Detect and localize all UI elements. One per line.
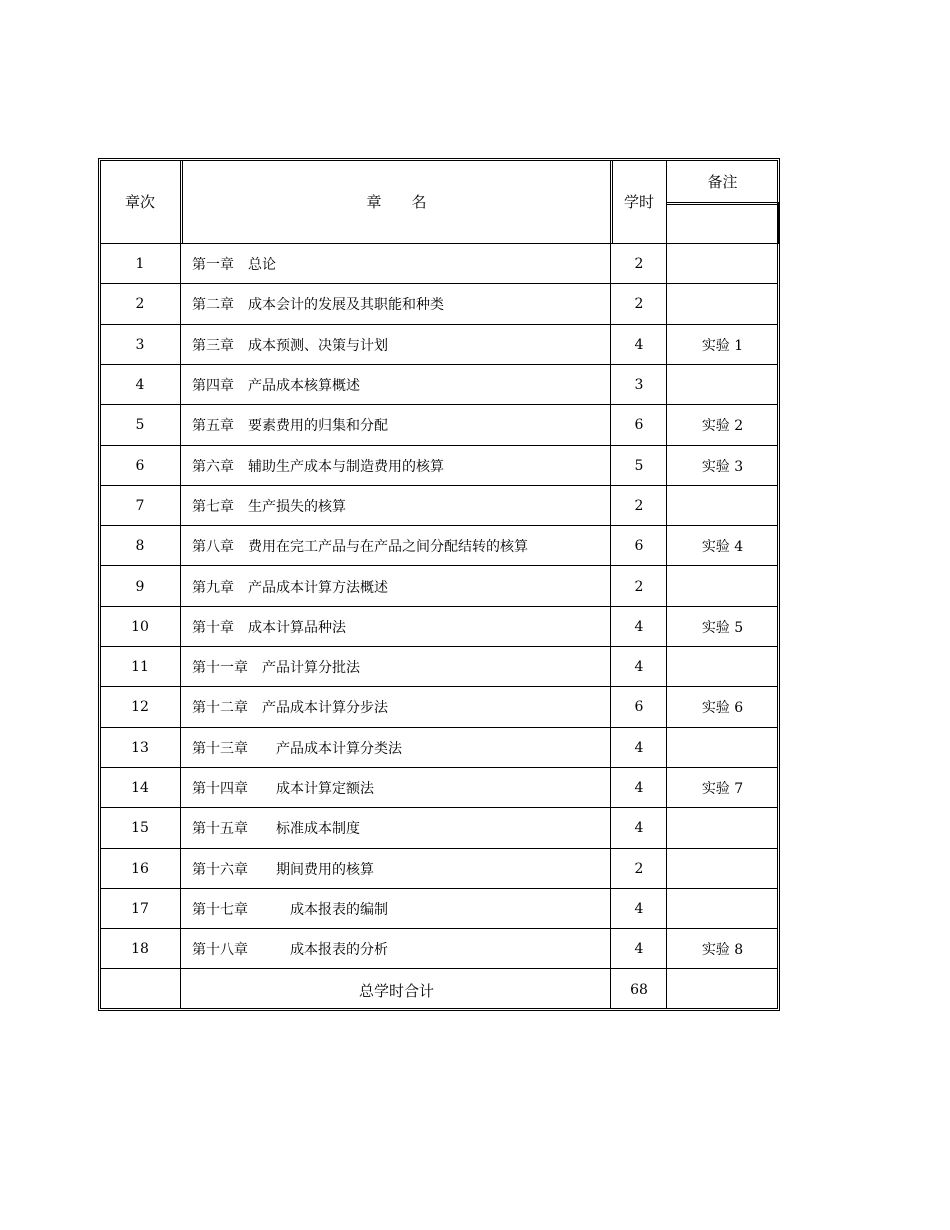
row-divider [100,848,778,849]
row-divider [100,485,778,486]
row-divider [100,888,778,889]
row-divider [100,767,778,768]
row-chapter-no: 6 [135,457,145,474]
row-chapter-no: 8 [135,538,145,555]
row-chapter-name: 第七章 生产损失的核算 [192,498,346,515]
row-divider [100,324,778,325]
row-chapter-no: 9 [135,578,145,595]
row-chapter-name: 第十三章 产品成本计算分类法 [192,740,402,757]
row-remark: 实验 6 [701,700,744,717]
col-divider [182,160,183,243]
header-divider [667,204,778,205]
total-label: 总学时合计 [358,981,434,1000]
row-chapter-no: 15 [131,820,149,837]
row-divider [100,525,778,526]
row-remark [667,366,778,404]
row-remark [667,487,778,525]
row-divider [100,928,778,929]
row-chapter-no: 12 [131,699,149,716]
row-remark: 实验 2 [701,418,744,435]
row-chapter-no: 7 [135,497,145,514]
row-hours: 4 [634,336,644,353]
header-chapter-no: 章次 [124,193,155,211]
row-hours: 4 [634,941,644,958]
row-hours: 4 [634,900,644,917]
row-hours: 6 [634,699,644,716]
row-divider [100,968,778,969]
row-chapter-name: 第一章 总论 [192,257,276,274]
row-hours: 6 [634,417,644,434]
row-divider [100,686,778,687]
row-chapter-name: 第六章 辅助生产成本与制造费用的核算 [192,458,444,475]
row-chapter-no: 3 [135,336,145,353]
row-chapter-name: 第三章 成本预测、决策与计划 [192,337,388,354]
row-chapter-name: 第十二章 产品成本计算分步法 [192,700,388,717]
row-chapter-name: 第十五章 标准成本制度 [192,821,360,838]
row-chapter-no: 2 [135,296,145,313]
total-row-empty [100,970,180,1010]
row-chapter-no: 5 [135,417,145,434]
row-divider [100,646,778,647]
header-divider [778,202,779,244]
row-hours: 5 [634,457,644,474]
col-divider [612,160,613,243]
row-chapter-name: 第四章 产品成本核算概述 [192,378,360,395]
row-remark: 实验 4 [701,539,744,556]
row-chapter-no: 13 [131,739,149,756]
col-divider [180,160,181,1009]
row-divider [100,565,778,566]
row-chapter-no: 16 [131,860,149,877]
row-chapter-no: 11 [131,659,149,676]
row-remark: 实验 7 [701,781,744,798]
row-divider [100,727,778,728]
course-schedule-table [98,158,780,1011]
row-divider [100,606,778,607]
row-chapter-name: 第五章 要素费用的归集和分配 [192,418,388,435]
row-chapter-no: 1 [135,256,145,273]
row-hours: 4 [634,780,644,797]
row-chapter-name: 第十七章 成本报表的编制 [192,901,388,918]
row-divider [100,807,778,808]
row-divider [100,364,778,365]
row-chapter-no: 14 [131,780,149,797]
row-remark [667,567,778,605]
row-chapter-name: 第十六章 期间费用的核算 [192,861,374,878]
row-remark [667,890,778,928]
row-remark [667,850,778,888]
row-remark [667,809,778,847]
row-remark: 实验 3 [701,458,744,475]
row-chapter-no: 17 [131,900,149,917]
row-chapter-no: 18 [131,941,149,958]
row-divider [100,243,778,244]
row-hours: 2 [634,497,644,514]
row-chapter-name: 第十八章 成本报表的分析 [192,942,388,959]
row-hours: 6 [634,538,644,555]
row-chapter-name: 第十四章 成本计算定额法 [192,781,374,798]
row-hours: 4 [634,659,644,676]
row-remark: 实验 5 [701,619,744,636]
row-remark [667,285,778,323]
row-chapter-no: 10 [131,618,149,635]
row-hours: 4 [634,820,644,837]
row-divider [100,283,778,284]
row-hours: 3 [634,377,644,394]
row-chapter-name: 第八章 费用在完工产品与在产品之间分配结转的核算 [192,539,528,556]
row-hours: 2 [634,256,644,273]
row-chapter-name: 第十章 成本计算品种法 [192,619,346,636]
row-remark [667,648,778,686]
row-remark: 实验 8 [701,942,744,959]
row-chapter-name: 第十一章 产品计算分批法 [192,660,360,677]
row-hours: 4 [634,739,644,756]
row-chapter-name: 第九章 产品成本计算方法概述 [192,579,388,596]
row-hours: 2 [634,860,644,877]
row-hours: 2 [634,296,644,313]
row-chapter-name: 第二章 成本会计的发展及其职能和种类 [192,297,444,314]
row-remark [667,729,778,767]
row-chapter-no: 4 [135,377,145,394]
header-remarks: 备注 [707,172,738,191]
col-divider [666,160,667,1009]
header-chapter-name: 章 名 [366,193,427,211]
col-divider [610,160,611,1009]
row-divider [100,404,778,405]
row-divider [100,445,778,446]
header-divider [667,202,778,203]
row-remark [667,245,778,283]
row-hours: 4 [634,618,644,635]
row-remark: 实验 1 [701,337,744,354]
total-hours: 68 [630,982,648,998]
header-hours: 学时 [623,193,654,211]
row-hours: 2 [634,578,644,595]
